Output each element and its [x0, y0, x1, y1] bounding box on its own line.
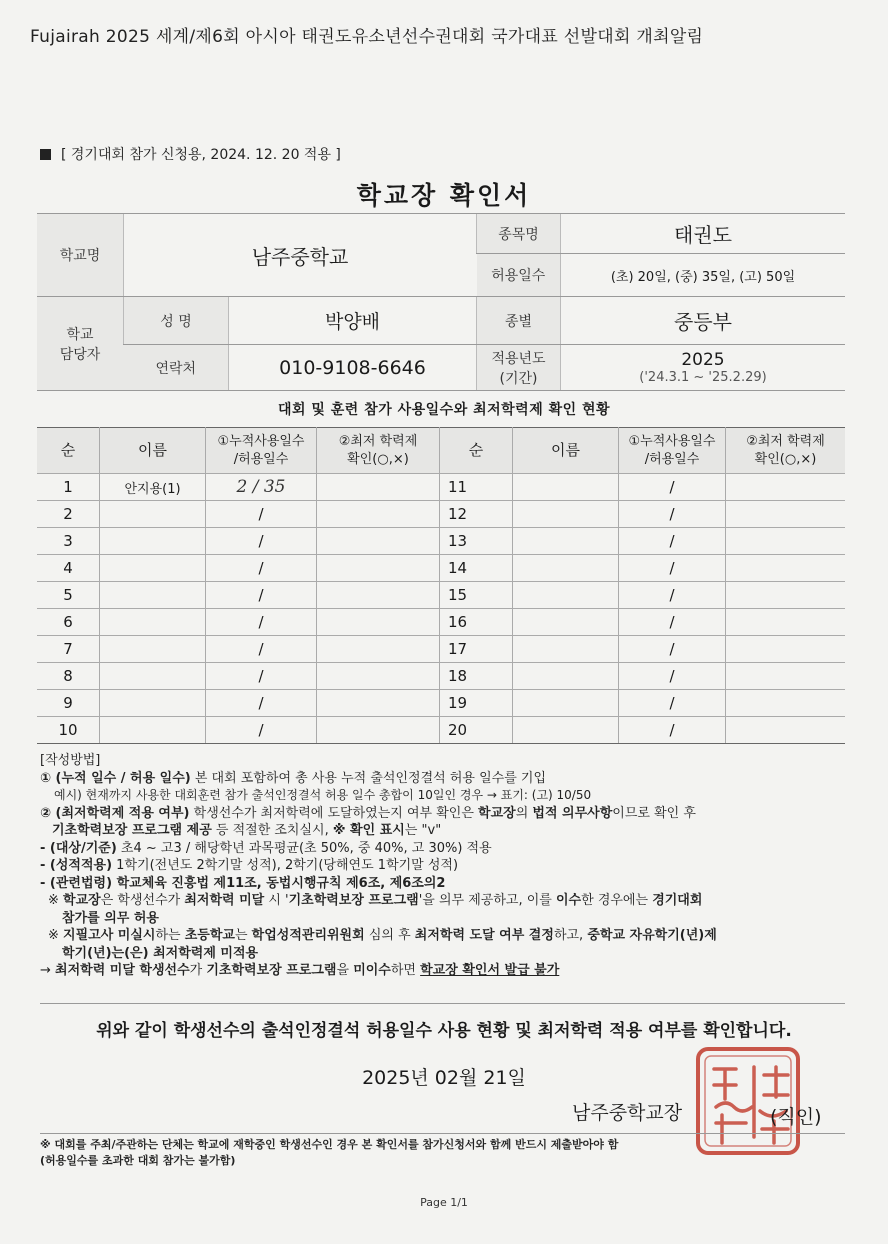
table-row: 9 / 19 /	[37, 690, 845, 717]
usage-heading: 대회 및 훈련 참가 사용일수와 최저학력제 확인 현황	[277, 402, 611, 418]
square-bullet-icon	[40, 149, 51, 160]
contact-label: 연락처	[124, 345, 229, 391]
footnote: ※ 대회를 주최/주관하는 단체는 학교에 재학중인 학생선수인 경우 본 확인서를 참가신청서와 함께 반드시 제출받아야 함 (허용일수를 초과한 대회 참가는 불가함)	[40, 1138, 619, 1167]
divider	[40, 1003, 845, 1004]
form-note: [ 경기대회 참가 신청용, 2024. 12. 20 적용 ]	[40, 144, 341, 164]
col-name-right: 이름	[513, 428, 619, 474]
table-row: 5 / 15 /	[37, 582, 845, 609]
info-table	[37, 213, 845, 391]
table-row: 4 / 14 /	[37, 555, 845, 582]
col-days-right: ①누적사용일수 /허용일수	[619, 428, 726, 474]
col-check-left: ②최저 학력제 확인(○,×)	[317, 428, 440, 474]
name-value: 박양배	[229, 297, 477, 345]
instructions-heading: [작성방법]	[40, 753, 101, 768]
year-value: 2025 ('24.3.1 ~ '25.2.29)	[561, 345, 846, 391]
table-row: 8 / 18 /	[37, 663, 845, 690]
name-label: 성 명	[124, 297, 229, 345]
seal-label: (직인)	[770, 1106, 822, 1128]
division-label: 종별	[477, 297, 561, 345]
header-title: Fujairah 2025 세계/제6회 아시아 태권도유소년선수권대회 국가대표 선발대회 개최알림	[30, 27, 704, 47]
document-title: 학교장 확인서	[356, 181, 532, 210]
school-label: 학교명	[37, 214, 124, 297]
col-days-left: ①누적사용일수 /허용일수	[206, 428, 317, 474]
sport-label: 종목명	[477, 214, 561, 254]
table-row: 3 / 13 /	[37, 528, 845, 555]
year-label: 적용년도 (기간)	[477, 345, 561, 391]
instructions: [작성방법] ① (누적 일수 / 허용 일수) 본 대회 포함하여 총 사용 누적 출석인정결석 허용 일수를 기입 예시) 현재까지 사용한 대회훈련 참가 출석인정결석 허용 일수 총합이 10일인 경우 → 표기: (고) 10/50 ② (최저학력제 적용 여부) 학생선수가 최저학력에 도달하였는지 여부 확인은 학교장의 법적 의무사항이므로 확인 후 기초학력보장 프로그램 제공 등 적절한 조치실시, ※ 확인 표시는 "v" - (대상/기준) 초4 ~ 고3 / 해당학년 과목평균(초 50%, 중 40%, 고 30%) 적용 - (성적적용) 1학기(전년도 2학기말 성적), 2학기(당해연도 1학기말 성적) - (관련법령) 학교체육 진흥법 제11조, 동법시행규칙 제6조, 제6조의2 ※ 학교장은 학생선수가 최저학력 미달 시 '기초학력보장 프로그램'을 의무 제공하고, 이를 이수한 경우에는 경기대회 참가를 의무 허용 ※ 지필고사 미실시하는 초등학교는 학업성적관리위원회 심의 후 최저학력 도달 여부 결정하고, 중학교 자유학기(년)제 학기(년)는(은) 최저학력제 미적용 → 최저학력 미달 학생선수가 기초학력보장 프로그램을 미이수하면 학교장 확인서 발급 불가	[40, 752, 845, 980]
table-row: 7 / 17 /	[37, 636, 845, 663]
col-name-left: 이름	[100, 428, 206, 474]
col-no-left: 순	[37, 428, 100, 474]
confirmation-text: 위와 같이 학생선수의 출석인정결석 허용일수 사용 현황 및 최저학력 적용 여부를 확인합니다.	[96, 1021, 792, 1041]
allowed-days-value: (초) 20일, (중) 35일, (고) 50일	[561, 254, 846, 297]
contact-value: 010-9108-6646	[229, 345, 477, 391]
school-value: 남주중학교	[124, 214, 477, 297]
table-row: 1 안지용(1) 2 / 35 11 /	[37, 474, 845, 501]
sport-value: 태권도	[561, 214, 846, 254]
date: 2025년 02월 21일	[362, 1067, 526, 1089]
table-row: 2 / 12 /	[37, 501, 845, 528]
official-seal-icon	[694, 1045, 802, 1157]
manager-label: 학교 담당자	[37, 297, 124, 391]
usage-table	[37, 427, 845, 744]
signer-name: 남주중학교장	[572, 1102, 683, 1124]
handwritten-days: 2 / 35	[206, 474, 317, 501]
col-no-right: 순	[440, 428, 513, 474]
page-number: Page 1/1	[420, 1196, 468, 1209]
division-value: 중등부	[561, 297, 846, 345]
table-row: 6 / 16 /	[37, 609, 845, 636]
allowed-days-label: 허용일수	[477, 254, 561, 297]
col-check-right: ②최저 학력제 확인(○,×)	[726, 428, 846, 474]
table-row: 10 / 20 /	[37, 717, 845, 744]
divider	[40, 1133, 845, 1134]
